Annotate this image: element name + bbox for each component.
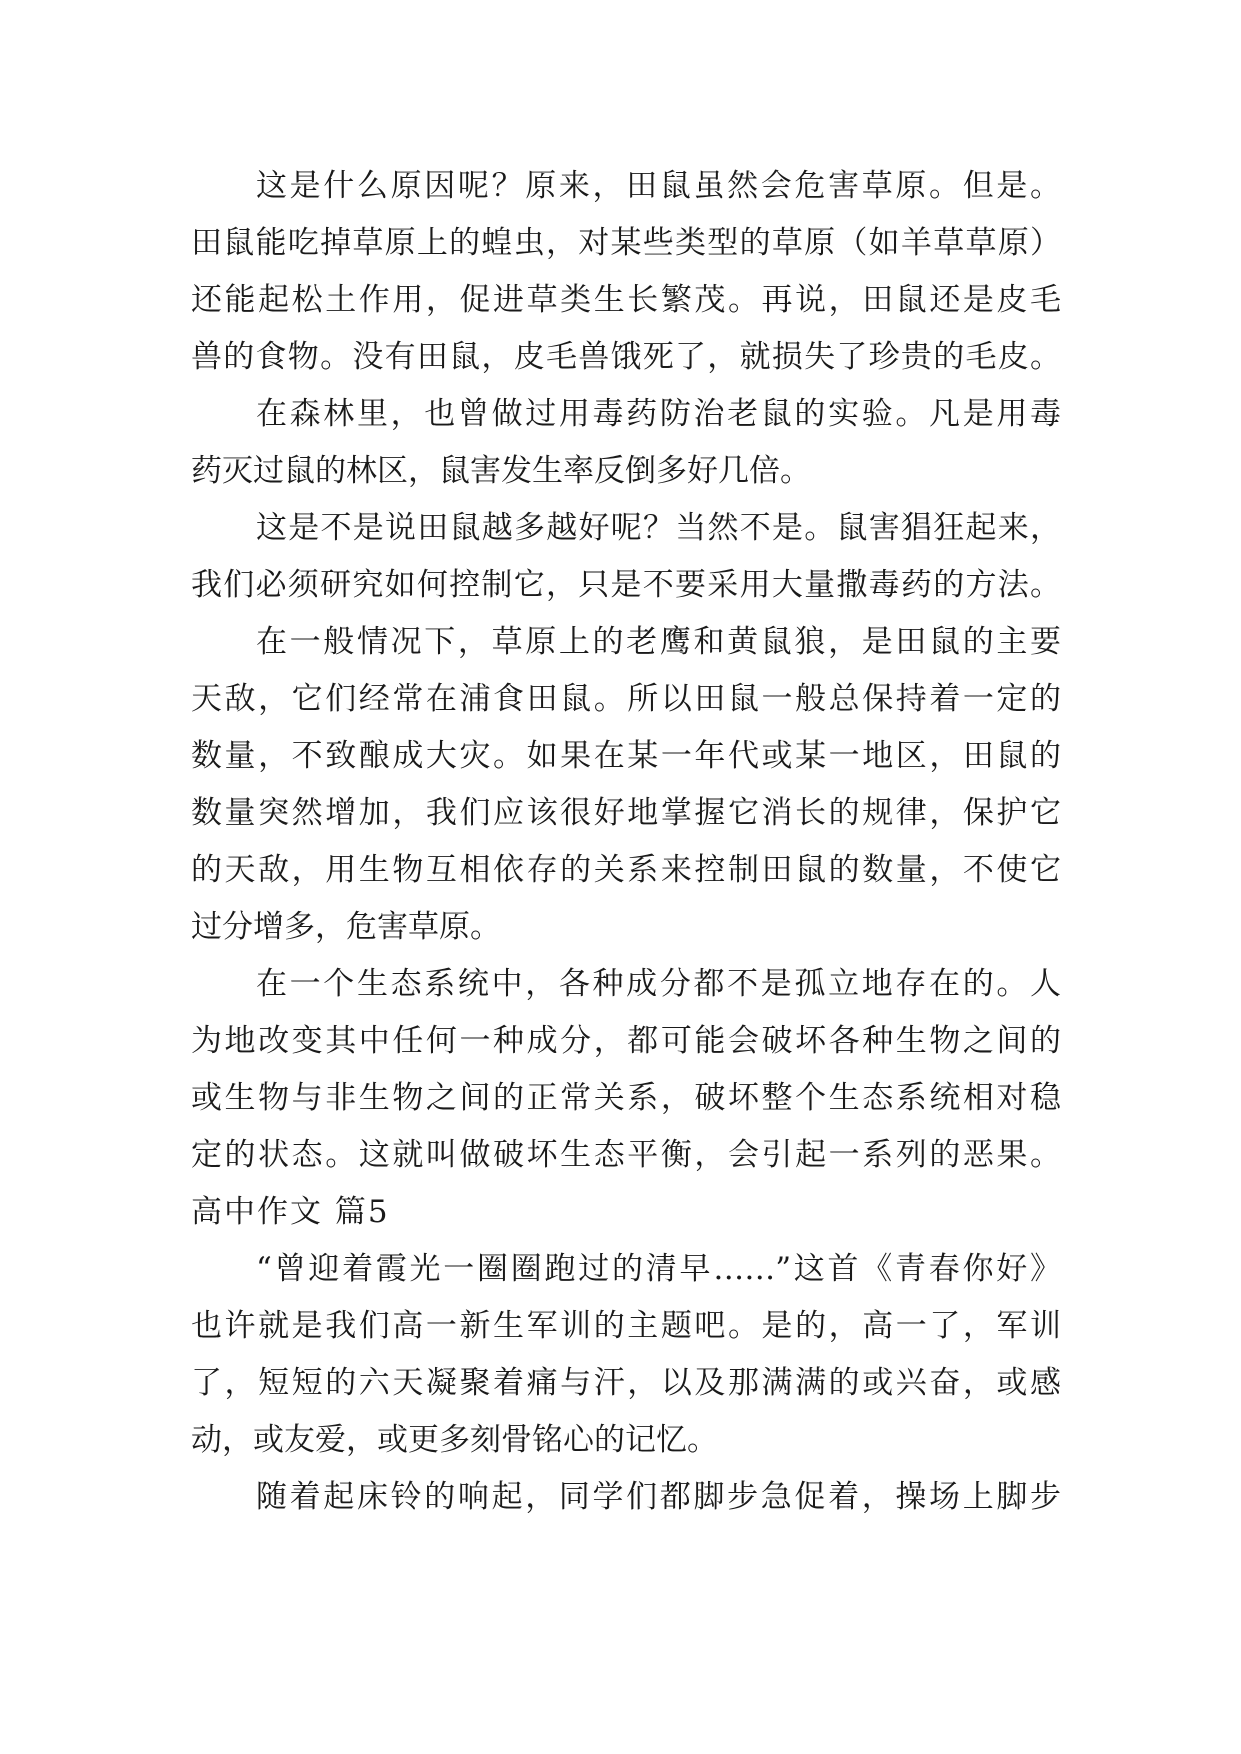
paragraph-6-line-2: 也许就是我们高一新生军训的主题吧。是的，高一了，军训 [191,1308,1061,1344]
paragraph-3-line-1: 这是不是说田鼠越多越好呢？当然不是。鼠害猖狂起来， [256,510,1061,546]
paragraph-4-line-5: 的天敌，用生物互相依存的关系来控制田鼠的数量，不使它 [191,852,1061,888]
paragraph-6-line-4: 动，或友爱，或更多刻骨铭心的记忆。 [191,1422,718,1458]
paragraph-4-line-2: 天敌，它们经常在浦食田鼠。所以田鼠一般总保持着一定的 [191,681,1061,717]
paragraph-3-line-2: 我们必须研究如何控制它，只是不要采用大量撒毒药的方法。 [191,567,1061,603]
paragraph-2-line-1: 在森林里，也曾做过用毒药防治老鼠的实验。凡是用毒 [256,396,1061,432]
paragraph-2-line-2: 药灭过鼠的林区，鼠害发生率反倒多好几倍。 [191,453,811,489]
paragraph-5-line-1: 在一个生态系统中，各种成分都不是孤立地存在的。人 [256,966,1061,1002]
paragraph-4-line-4: 数量突然增加，我们应该很好地掌握它消长的规律，保护它 [191,795,1061,831]
paragraph-6-line-1: “曾迎着霞光一圈圈跑过的清早……”这首《青春你好》 [256,1251,1061,1287]
paragraph-5-line-2: 为地改变其中任何一种成分，都可能会破坏各种生物之间的 [191,1023,1061,1059]
paragraph-1-line-3: 还能起松土作用，促进草类生长繁茂。再说，田鼠还是皮毛 [191,282,1061,318]
paragraph-1-line-2: 田鼠能吃掉草原上的蝗虫，对某些类型的草原（如羊草草原） [191,225,1061,261]
paragraph-4-line-1: 在一般情况下，草原上的老鹰和黄鼠狼，是田鼠的主要 [256,624,1061,660]
paragraph-4-line-6: 过分增多，危害草原。 [191,909,501,945]
paragraph-7-line-1: 随着起床铃的响起，同学们都脚步急促着，操场上脚步 [256,1479,1061,1515]
section-heading: 高中作文 篇5 [191,1194,390,1230]
paragraph-4-line-3: 数量，不致酿成大灾。如果在某一年代或某一地区，田鼠的 [191,738,1061,774]
paragraph-5-line-3: 或生物与非生物之间的正常关系，破坏整个生态系统相对稳 [191,1080,1061,1116]
paragraph-1-line-4: 兽的食物。没有田鼠，皮毛兽饿死了，就损失了珍贵的毛皮。 [191,339,1061,375]
paragraph-5-line-4: 定的状态。这就叫做破坏生态平衡，会引起一系列的恶果。 [191,1137,1061,1173]
paragraph-6-line-3: 了，短短的六天凝聚着痛与汗，以及那满满的或兴奋，或感 [191,1365,1061,1401]
paragraph-1-line-1: 这是什么原因呢？原来，田鼠虽然会危害草原。但是。 [256,168,1061,204]
